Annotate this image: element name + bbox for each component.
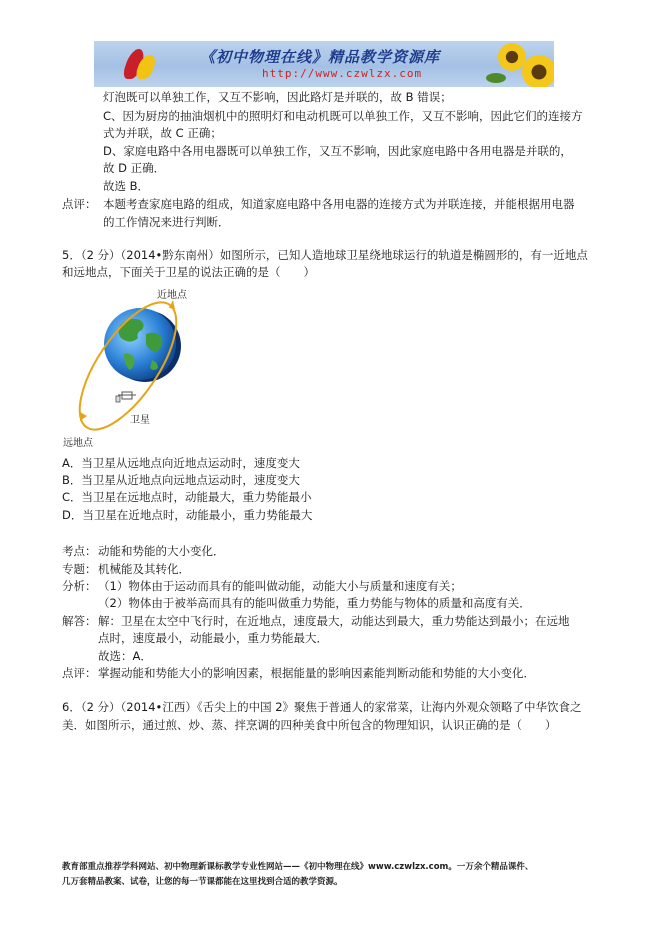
q5-option-d: D．当卫星在近地点时，动能最小，重力势能最大 <box>62 508 313 522</box>
apogee-label: 远地点 <box>63 438 93 449</box>
q4-text-line: 灯泡既可以单独工作，又互不影响，因此路灯是并联的，故 B 错误； <box>103 90 452 104</box>
q6-stem: 美．如图所示，通过煎、炒、蒸、拌烹调的四种美食中所包含的物理知识，认识正确的是（ ） <box>62 718 557 732</box>
q5-option-c: C．当卫星在远地点时，动能最大，重力势能最小 <box>62 490 312 504</box>
q5-kaodian-label: 考点： <box>62 544 97 558</box>
q5-dianping-label: 点评： <box>62 666 97 680</box>
q5-zhuanti: 机械能及其转化． <box>98 562 190 576</box>
sunflower-icon <box>522 55 554 87</box>
q4-review-text: 的工作情况来进行判断． <box>103 215 230 229</box>
q5-zhuanti-label: 专题： <box>62 562 97 576</box>
earth-globe <box>104 308 181 382</box>
q5-jieda-label: 解答： <box>62 614 97 628</box>
footer-line: 几万套精品教案、试卷，让您的每一节课都能在这里找到合适的教学资源。 <box>62 877 343 887</box>
q5-fenxi: （1）物体由于运动而具有的能叫做动能，动能大小与质量和速度有关； <box>98 579 462 593</box>
q5-jieda: 点时，速度最小，动能最小，重力势能最大． <box>98 631 328 645</box>
q4-text-line: D、家庭电路中各用电器既可以单独工作，又互不影响，因此家庭电路中各用电器是并联的， <box>103 144 572 158</box>
q5-stem: 5．（2 分）（2014•黔东南州）如图所示，已知人造地球卫星绕地球运行的轨道是椭圆形的，有一近地点 <box>62 248 588 262</box>
orbit-figure <box>62 284 212 450</box>
page-footer <box>62 860 602 890</box>
q5-option-a: A．当卫星从远地点向近地点运动时，速度变大 <box>62 456 300 470</box>
q5-jieda: 故选：A． <box>98 649 152 663</box>
q5-stem: 和远地点，下面关于卫星的说法正确的是（ ） <box>62 265 315 279</box>
leaf-icon <box>486 73 506 83</box>
q4-text-line: C、因为厨房的抽油烟机中的照明灯和电动机既可以单独工作，又互不影响，因此它们的连接方 <box>103 109 583 123</box>
q5-dianping: 掌握动能和势能大小的影响因素，根据能量的影响因素能判断动能和势能的大小变化． <box>98 666 535 680</box>
q5-option-b: B．当卫星从近地点向远地点运动时，速度变大 <box>62 473 300 487</box>
q4-text-line: 故选 B． <box>103 179 150 193</box>
orbit-arrow-icon <box>80 412 87 421</box>
perigee-label: 近地点 <box>157 290 187 301</box>
header-banner <box>94 41 554 87</box>
q4-text-line: 式为并联，故 C 正确； <box>103 126 222 140</box>
satellite-label: 卫星 <box>130 415 150 426</box>
q5-fenxi-label: 分析： <box>62 579 97 593</box>
satellite-icon <box>116 392 136 402</box>
q5-fenxi: （2）物体由于被举高而具有的能叫做重力势能，重力势能与物体的质量和高度有关． <box>98 596 531 610</box>
banner-title: 《初中物理在线》精品教学资源库 <box>200 48 441 66</box>
q5-jieda: 解：卫星在太空中飞行时，在近地点，速度最大，动能达到最大，重力势能达到最小；在远地 <box>98 614 570 628</box>
banner-url: http://www.czwlzx.com <box>262 67 423 80</box>
q4-review-label: 点评： <box>62 197 97 211</box>
q6-stem: 6．（2 分）（2014•江西）《舌尖上的中国 2》聚焦于普通人的家常菜，让海内外观众领略了中华饮食之 <box>62 700 582 714</box>
q5-kaodian: 动能和势能的大小变化． <box>98 544 225 558</box>
q4-text-line: 故 D 正确． <box>103 161 166 175</box>
footer-line: 教育部重点推荐学科网站、初中物理新课标教学专业性网站——《初中物理在线》www.czwlzx.com。一万余个精品课件、 <box>62 862 534 872</box>
q4-review-text: 本题考查家庭电路的组成，知道家庭电路中各用电器的连接方式为并联连接，并能根据用电器 <box>103 197 575 211</box>
